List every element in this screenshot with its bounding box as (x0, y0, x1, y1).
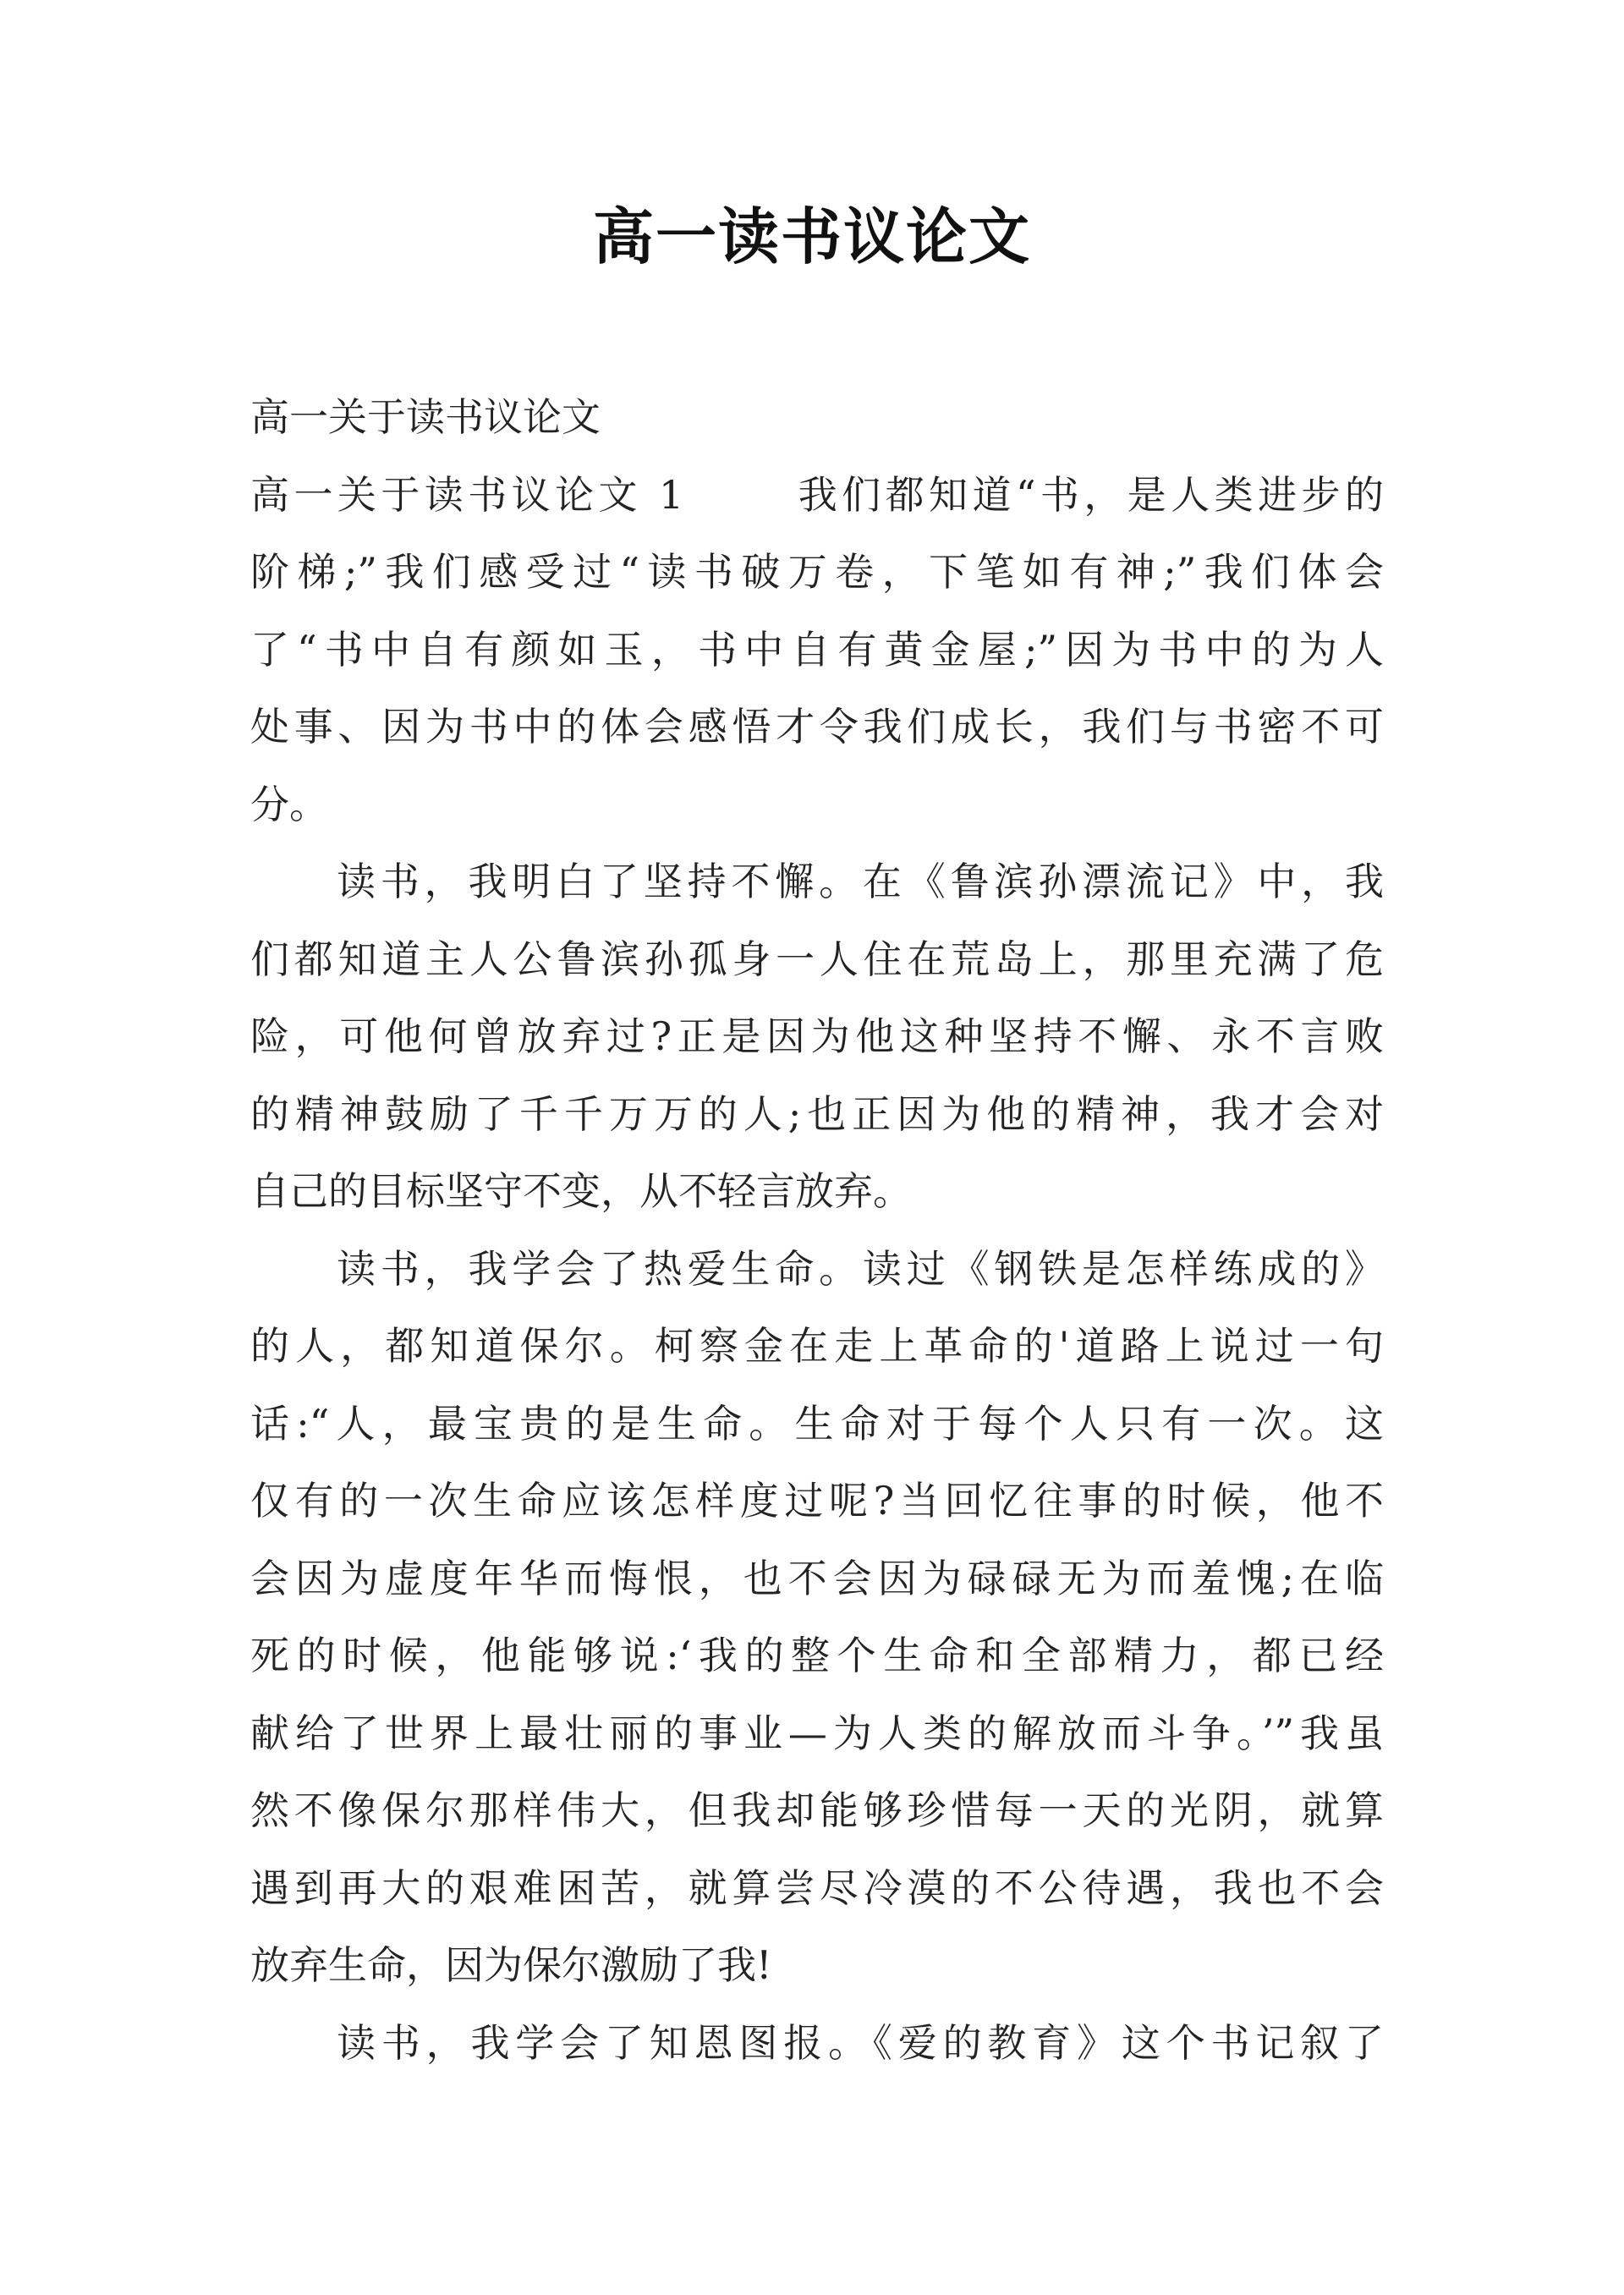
paragraph-line: 分。 (250, 781, 328, 827)
subtitle-line: 高一关于读书议论文 (250, 394, 601, 440)
paragraph-line: 话:“人，最宝贵的是生命。生命对于每个人只有一次。这 (250, 1400, 1384, 1447)
paragraph-line: 的人，都知道保尔。柯察金在走上革命的'道路上说过一句 (250, 1323, 1384, 1369)
paragraph-text: 我们都知道“书，是人类进步的 (793, 471, 1384, 518)
paragraph-line: 然不像保尔那样伟大，但我却能够珍惜每一天的光阴，就算 (250, 1787, 1384, 1833)
paragraph-line: 读书，我学会了知恩图报。《爱的教育》这个书记叙了 (337, 2019, 1384, 2066)
paragraph-line: 处事、因为书中的体会感悟才令我们成长，我们与书密不可 (250, 704, 1384, 749)
paragraph-line: 放弃生命，因为保尔激励了我! (250, 1942, 772, 1988)
paragraph-line (250, 457, 1384, 535)
paragraph-line: 读书，我明白了坚持不懈。在《鲁滨孙漂流记》中，我 (337, 859, 1384, 904)
document-title: 高一读书议论文 (592, 200, 1031, 272)
paragraph-line: 献给了世界上最壮丽的事业—为人类的解放而斗争。’”我虽 (250, 1710, 1384, 1756)
paragraph-line: 阶梯;”我们感受过“读书破万卷，下笔如有神;”我们体会 (250, 549, 1384, 595)
paragraph-line: 仅有的一次生命应该怎样度过呢?当回忆往事的时候，他不 (250, 1478, 1384, 1524)
document-body (250, 379, 1384, 2082)
paragraph-line: 自己的目标坚守不变，从不轻言放弃。 (250, 1168, 912, 1214)
paragraph-line: 了“书中自有颜如玉，书中自有黄金屋;”因为书中的为人 (250, 626, 1384, 673)
paragraph-line: 的精神鼓励了千千万万的人;也正因为他的精神，我才会对 (250, 1090, 1384, 1137)
paragraph-line: 死的时候，他能够说:‘我的整个生命和全部精力，都已经 (250, 1633, 1384, 1678)
paragraph-line: 们都知道主人公鲁滨孙孤身一人住在荒岛上，那里充满了危 (250, 936, 1384, 982)
paragraph-line: 读书，我学会了热爱生命。读过《钢铁是怎样练成的》 (337, 1245, 1384, 1292)
essay-heading: 高一关于读书议论文 1 (250, 471, 684, 518)
paragraph-line: 险，可他何曾放弃过?正是因为他这种坚持不懈、永不言败 (250, 1013, 1384, 1059)
paragraph-line: 遇到再大的艰难困苦，就算尝尽冷漠的不公待遇，我也不会 (250, 1864, 1384, 1911)
paragraph-line: 会因为虚度年华而悔恨，也不会因为碌碌无为而羞愧;在临 (250, 1555, 1384, 1601)
